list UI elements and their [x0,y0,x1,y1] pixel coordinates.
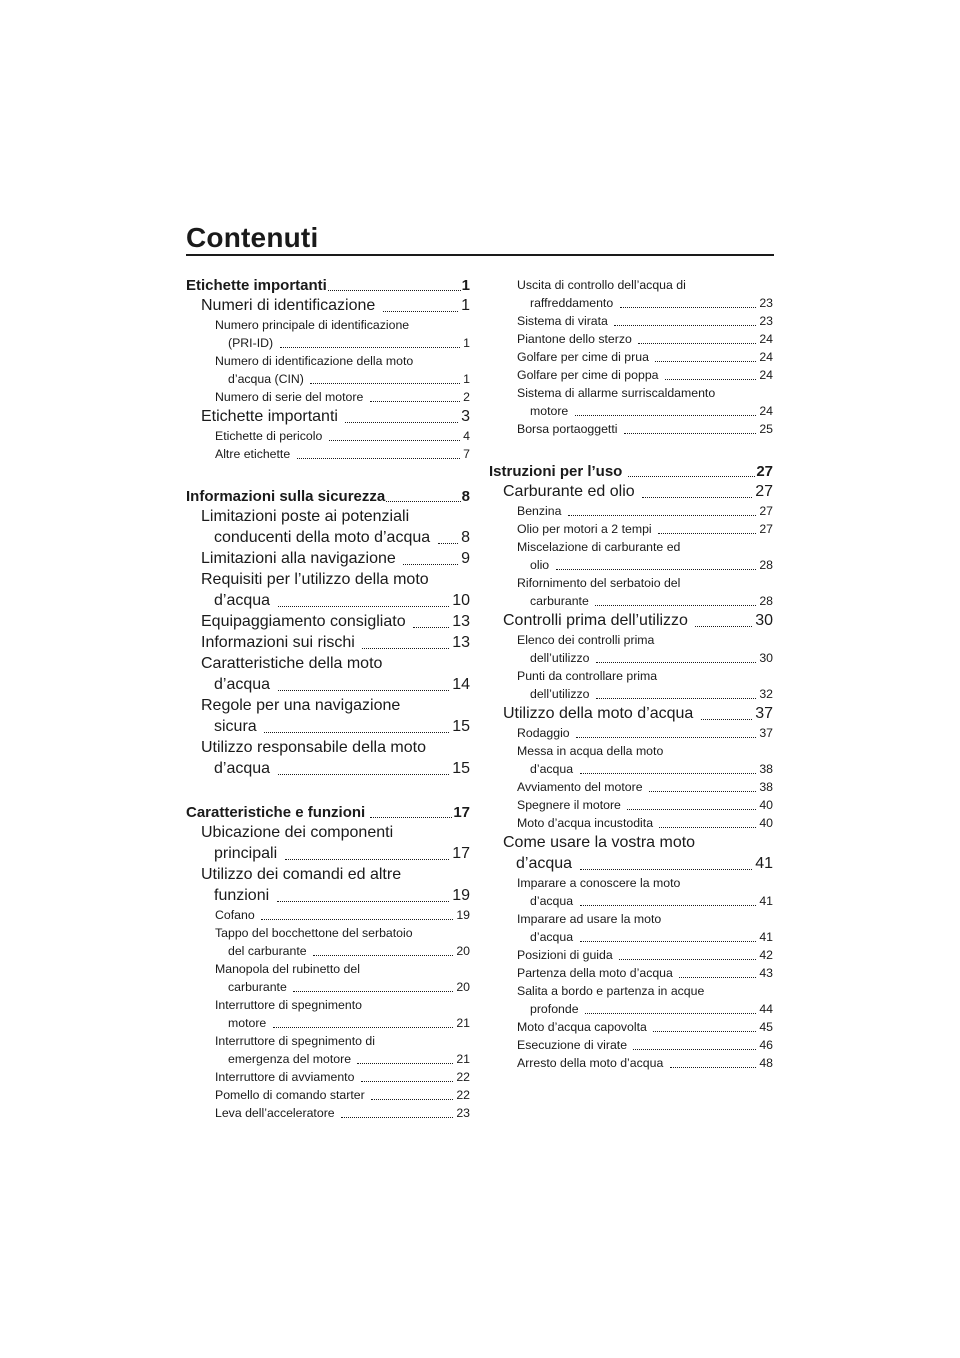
toc-entry-title: d’acqua [530,762,577,776]
toc-entry-title: Moto d’acqua incustodita [517,816,657,830]
toc-entry[interactable] [489,366,773,384]
toc-page-number: 1 [461,297,470,314]
toc-entry-title: Leva dell’acceleratore [215,1106,339,1120]
toc-entry[interactable] [186,352,470,388]
toc-entry-title-line: Utilizzo dei comandi ed altre [201,866,402,883]
toc-entry[interactable] [186,1086,470,1104]
dot-leader [659,827,756,828]
dot-leader [556,569,757,570]
toc-entry[interactable] [186,864,470,906]
toc-page-number: 37 [759,726,773,740]
toc-entry-title: d’acqua [214,676,275,693]
toc-entry-title: Olio per motori a 2 tempi [517,522,656,536]
toc-column-right [489,276,773,1072]
toc-entry[interactable] [489,348,773,366]
dot-leader [297,458,461,459]
dot-leader [386,501,460,502]
toc-page-number: 37 [755,705,773,722]
dot-leader [345,422,458,423]
toc-entry[interactable] [489,778,773,796]
dot-leader [278,774,450,775]
toc-entry[interactable] [489,574,773,610]
dot-leader [595,605,756,606]
toc-entry-title: del carburante [228,944,311,958]
toc-entry-title: d’acqua (CIN) [228,372,308,386]
toc-entry[interactable] [186,548,470,569]
toc-entry-title: d’acqua [530,930,577,944]
toc-entry[interactable] [489,631,773,667]
toc-page-number: 15 [452,718,470,735]
dot-leader [278,690,450,691]
dot-leader [580,905,757,906]
toc-entry[interactable] [489,610,773,631]
toc-page-number: 32 [759,687,773,701]
toc-entry-title: Esecuzione di virate [517,1038,631,1052]
toc-page-number: 44 [759,1002,773,1016]
toc-page-number: 23 [759,296,773,310]
toc-entry[interactable] [489,742,773,778]
toc-entry-title: Etichette importanti [201,408,343,425]
toc-page-number: 24 [759,332,773,346]
toc-page-number: 40 [759,798,773,812]
toc-page-number: 30 [759,651,773,665]
toc-entry[interactable] [186,487,470,506]
toc-entry[interactable] [489,910,773,946]
toc-entry[interactable] [186,1032,470,1068]
toc-page-number: 27 [759,522,773,536]
toc-page-number: 27 [756,463,773,480]
toc-entry-title: (PRI-ID) [228,336,277,350]
toc-entry-title-line: Regole per una navigazione [201,697,401,714]
toc-page-number: 17 [453,804,470,821]
toc-page-number: 27 [759,504,773,518]
dot-leader [413,627,449,628]
toc-entry-title: Etichette di pericolo [215,429,326,443]
dot-leader [280,347,461,348]
toc-column-left [186,276,470,1122]
toc-page-number: 42 [759,948,773,962]
dot-leader [264,732,449,733]
toc-entry[interactable] [489,276,773,312]
toc-entry-title-line: Miscelazione di carburante ed [517,540,681,554]
toc-entry[interactable] [489,832,773,874]
dot-leader [580,869,753,870]
dot-leader [278,606,450,607]
dot-leader [619,959,756,960]
toc-entry-title: principali [214,845,282,862]
toc-page-number: 1 [461,277,470,294]
toc-page-number: 19 [452,887,470,904]
toc-entry-title: Rodaggio [517,726,574,740]
toc-entry-title: Benzina [517,504,565,518]
toc-entry-title: carburante [228,980,291,994]
toc-page-number: 38 [759,762,773,776]
dot-leader [596,662,756,663]
toc-entry[interactable] [489,1018,773,1036]
toc-entry[interactable] [186,924,470,960]
toc-page-number: 9 [461,550,470,567]
toc-entry-title: Numeri di identificazione [201,297,380,314]
toc-page-number: 20 [456,944,470,958]
toc-entry-title: Partenza della moto d’acqua [517,966,677,980]
toc-page-number: 40 [759,816,773,830]
dot-leader [273,1027,454,1028]
toc-entry-title: sicura [214,718,262,735]
toc-entry-title-line: Tappo del bocchettone del serbatoio [215,926,413,940]
toc-page-number: 28 [759,594,773,608]
dot-leader [361,1081,453,1082]
toc-entry[interactable] [489,384,773,420]
toc-entry-title: Interruttore di avviamento [215,1070,358,1084]
toc-entry[interactable] [489,1036,773,1054]
toc-entry-title-line: Utilizzo responsabile della moto [201,739,426,756]
toc-page-number: 27 [755,483,773,500]
toc-entry-title: funzioni [214,887,274,904]
toc-entry[interactable] [186,445,470,463]
dot-leader [285,859,450,860]
toc-entry-title: Arresto della moto d’acqua [517,1056,667,1070]
toc-entry-title: d’acqua [530,894,577,908]
dot-leader [679,977,756,978]
toc-entry-title: Controlli prima dell’utilizzo [503,612,693,629]
toc-page-number: 23 [759,314,773,328]
toc-entry[interactable] [489,982,773,1018]
toc-entry[interactable] [489,724,773,742]
dot-leader [277,901,450,902]
toc-entry[interactable] [489,538,773,574]
dot-leader [653,1031,756,1032]
toc-page-number: 8 [461,488,470,505]
toc-entry[interactable] [186,906,470,924]
toc-entry-title: Moto d’acqua capovolta [517,1020,651,1034]
toc-entry-title: motore [530,404,572,418]
toc-page-number: 28 [759,558,773,572]
toc-entry[interactable] [186,960,470,996]
toc-entry[interactable] [489,667,773,703]
dot-leader [620,307,757,308]
toc-page-number: 8 [461,529,470,546]
toc-page-number: 13 [452,634,470,651]
toc-entry[interactable] [186,632,470,653]
toc-entry-title-line: Elenco dei controlli prima [517,633,655,647]
dot-leader [624,433,756,434]
dot-leader [310,383,460,384]
dot-leader [383,311,458,312]
toc-page-number: 1 [463,336,470,350]
toc-entry-title: dell’utilizzo [530,687,593,701]
toc-page-number: 3 [461,408,470,425]
toc-entry-title-line: Salita a bordo e partenza in acque [517,984,705,998]
toc-page-number: 10 [452,592,470,609]
dot-leader [575,415,757,416]
toc-page-number: 7 [463,447,470,461]
toc-page-number: 41 [755,855,773,872]
toc-entry[interactable] [186,295,470,316]
dot-leader [633,1049,756,1050]
toc-entry-title: Avviamento del motore [517,780,646,794]
toc-entry[interactable] [186,427,470,445]
toc-page-number: 2 [463,390,470,404]
toc-entry-title: emergenza del motore [228,1052,355,1066]
dot-leader [658,533,756,534]
toc-entry[interactable] [186,611,470,632]
toc-entry-title: Sistema di virata [517,314,612,328]
toc-entry-title: conducenti della moto d’acqua [214,529,435,546]
toc-entry-title: carburante [530,594,593,608]
toc-entry[interactable] [489,1054,773,1072]
toc-entry-title-line: Numero principale di identificazione [215,318,410,332]
toc-page-number: 48 [759,1056,773,1070]
toc-page-number: 22 [456,1088,470,1102]
toc-page-number: 38 [759,780,773,794]
toc-entry-title: Istruzioni per l’uso [489,463,627,480]
toc-page-number: 15 [452,760,470,777]
toc-page-number: 22 [456,1070,470,1084]
toc-page-number: 17 [452,845,470,862]
toc-entry[interactable] [489,520,773,538]
toc-entry[interactable] [489,502,773,520]
toc-entry[interactable] [489,330,773,348]
toc-page-number: 24 [759,368,773,382]
toc-entry-title: Numero di serie del motore [215,390,367,404]
toc-entry-title: Equipaggiamento consigliato [201,613,411,630]
toc-entry-title: Pomello di comando starter [215,1088,369,1102]
dot-leader [655,361,756,362]
dot-leader [642,497,752,498]
toc-page-number: 41 [759,894,773,908]
toc-entry-title: Informazioni sui rischi [201,634,360,651]
toc-entry[interactable] [489,814,773,832]
dot-leader [627,809,756,810]
toc-page-number: 20 [456,980,470,994]
toc-entry[interactable] [186,822,470,864]
dot-leader [313,955,453,956]
toc-page-number: 14 [452,676,470,693]
dot-leader [370,401,460,402]
dot-leader [665,379,756,380]
toc-entry-title: d’acqua [214,592,275,609]
toc-entry[interactable] [186,803,470,822]
toc-entry[interactable] [489,481,773,502]
toc-entry[interactable] [186,388,470,406]
toc-entry-title-line: Imparare a conoscere la moto [517,876,681,890]
dot-leader [438,543,459,544]
dot-leader [293,991,453,992]
dot-leader [370,817,452,818]
dot-leader [628,476,756,477]
toc-entry[interactable] [186,695,470,737]
toc-entry-title-line: Manopola del rubinetto del [215,962,360,976]
dot-leader [638,343,756,344]
toc-entry-title: d’acqua [516,855,577,872]
dot-leader [328,290,461,291]
dot-leader [670,1067,757,1068]
toc-entry[interactable] [489,796,773,814]
toc-entry[interactable] [489,946,773,964]
toc-page-number: 24 [759,404,773,418]
toc-entry-title: Altre etichette [215,447,294,461]
toc-page-number: 41 [759,930,773,944]
toc-entry-title-line: Imparare ad usare la moto [517,912,662,926]
toc-entry-title-line: Requisiti per l’utilizzo della moto [201,571,429,588]
toc-entry-title: Golfare per cime di prua [517,350,653,364]
toc-entry-title-line: Caratteristiche della moto [201,655,383,672]
toc-page-number: 1 [463,372,470,386]
toc-page-number: 43 [759,966,773,980]
dot-leader [649,791,756,792]
dot-leader [329,440,460,441]
toc-entry[interactable] [186,316,470,352]
toc-entry-title: d’acqua [214,760,275,777]
toc-page-number: 21 [456,1016,470,1030]
toc-entry[interactable] [186,569,470,611]
toc-entry[interactable] [186,506,470,548]
toc-entry-title: Caratteristiche e funzioni [186,804,370,821]
toc-entry-title: Utilizzo della moto d’acqua [503,705,698,722]
toc-entry[interactable] [186,737,470,779]
toc-entry-title-line: Ubicazione dei componenti [201,824,394,841]
toc-entry-title: Golfare per cime di poppa [517,368,662,382]
dot-leader [614,325,756,326]
toc-page-number: 24 [759,350,773,364]
toc-entry-title-line: Messa in acqua della moto [517,744,664,758]
dot-leader [701,719,752,720]
title-divider [186,254,774,256]
toc-entry-title: dell’utilizzo [530,651,593,665]
dot-leader [403,564,458,565]
toc-entry[interactable] [489,420,773,438]
toc-entry-title: motore [228,1016,270,1030]
toc-page-number: 13 [452,613,470,630]
toc-entry-title-line: Punti da controllare prima [517,669,658,683]
toc-entry-title: Etichette importanti [186,277,327,294]
toc-entry[interactable] [186,996,470,1032]
toc-entry[interactable] [186,653,470,695]
toc-page-number: 30 [755,612,773,629]
toc-entry-title-line: Come usare la vostra moto [503,834,696,851]
toc-entry-title-line: Numero di identificazione della moto [215,354,414,368]
dot-leader [580,773,757,774]
toc-page-number: 25 [759,422,773,436]
toc-page-number: 4 [463,429,470,443]
toc-entry-title-line: Sistema di allarme surriscaldamento [517,386,716,400]
toc-entry-title-line: Rifornimento del serbatoio del [517,576,681,590]
dot-leader [371,1099,453,1100]
toc-entry-title: Posizioni di guida [517,948,617,962]
dot-leader [695,626,752,627]
page-title: Contenuti [186,222,319,253]
toc-entry-title-line: Uscita di controllo dell’acqua di [517,278,686,292]
dot-leader [568,515,756,516]
toc-page-number: 45 [759,1020,773,1034]
toc-entry-title: Piantone dello sterzo [517,332,636,346]
toc-entry-title-line: Limitazioni poste ai potenziali [201,508,410,525]
toc-entry[interactable] [489,462,773,481]
toc-entry[interactable] [186,1104,470,1122]
toc-entry-title: Cofano [215,908,259,922]
toc-page-number: 21 [456,1052,470,1066]
dot-leader [596,698,756,699]
dot-leader [580,941,757,942]
toc-entry-title: profonde [530,1002,582,1016]
toc-entry[interactable] [489,703,773,724]
dot-leader [585,1013,756,1014]
toc-entry[interactable] [186,406,470,427]
toc-entry[interactable] [489,874,773,910]
toc-entry[interactable] [186,276,470,295]
dot-leader [261,919,453,920]
toc-entry[interactable] [489,312,773,330]
toc-entry-title: olio [530,558,553,572]
toc-entry-title: Carburante ed olio [503,483,640,500]
toc-entry-title: raffreddamento [530,296,617,310]
dot-leader [341,1117,453,1118]
toc-entry[interactable] [186,1068,470,1086]
toc-entry-title: Borsa portaoggetti [517,422,621,436]
dot-leader [576,737,756,738]
toc-entry-title-line: Interruttore di spegnimento di [215,1034,375,1048]
toc-entry-title-line: Interruttore di spegnimento [215,998,362,1012]
toc-entry[interactable] [489,964,773,982]
toc-entry-title: Informazioni sulla sicurezza [186,488,386,505]
dot-leader [362,648,449,649]
toc-page-number: 46 [759,1038,773,1052]
toc-entry-title: Limitazioni alla navigazione [201,550,401,567]
toc-page-number: 23 [456,1106,470,1120]
toc-page-number: 19 [456,908,470,922]
toc-entry-title: Spegnere il motore [517,798,625,812]
dot-leader [357,1063,453,1064]
